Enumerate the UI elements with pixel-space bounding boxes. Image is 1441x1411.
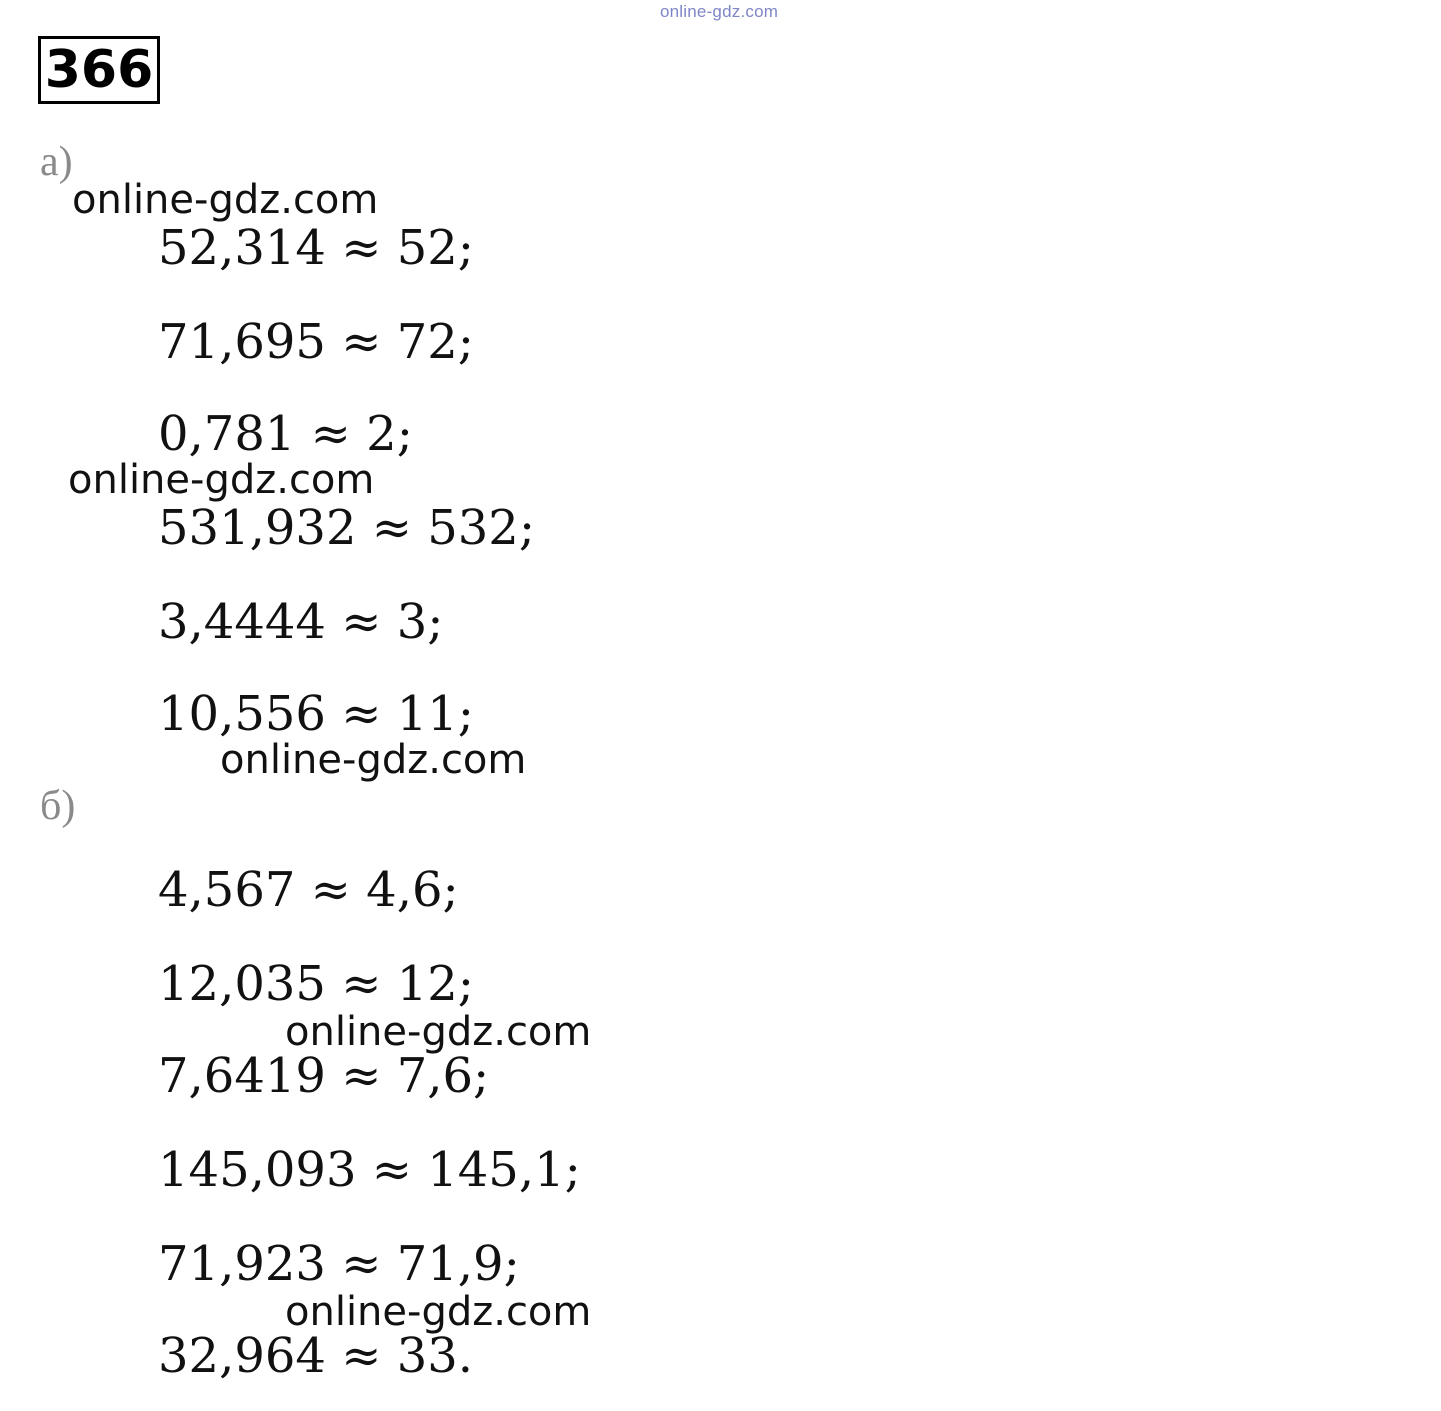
part-b-label: б) [40, 783, 76, 829]
part-b-line-1: 4,567 ≈ 4,6; [158, 862, 459, 918]
part-b-line-2: 12,035 ≈ 12; [158, 956, 474, 1012]
part-a-line-4: 531,932 ≈ 532; [158, 500, 536, 556]
watermark-2: online-gdz.com [68, 457, 375, 503]
watermark-3: online-gdz.com [220, 737, 527, 783]
part-b-line-6: 32,964 ≈ 33. [158, 1328, 474, 1384]
part-b-line-5: 71,923 ≈ 71,9; [158, 1236, 520, 1292]
part-b-line-4: 145,093 ≈ 145,1; [158, 1142, 581, 1198]
part-a-line-1: 52,314 ≈ 52; [158, 220, 474, 276]
part-a-line-3: 0,781 ≈ 2; [158, 406, 413, 462]
header-watermark: online-gdz.com [660, 2, 779, 21]
part-a-line-6: 10,556 ≈ 11; [158, 686, 474, 742]
part-a-line-5: 3,4444 ≈ 3; [158, 594, 444, 650]
problem-number: 366 [38, 36, 160, 104]
part-a-label: а) [40, 139, 73, 185]
watermark-4: online-gdz.com [285, 1009, 592, 1055]
watermark-5: online-gdz.com [285, 1289, 592, 1335]
watermark-1: online-gdz.com [72, 177, 379, 223]
part-a-line-2: 71,695 ≈ 72; [158, 314, 474, 370]
part-b-line-3: 7,6419 ≈ 7,6; [158, 1048, 490, 1104]
